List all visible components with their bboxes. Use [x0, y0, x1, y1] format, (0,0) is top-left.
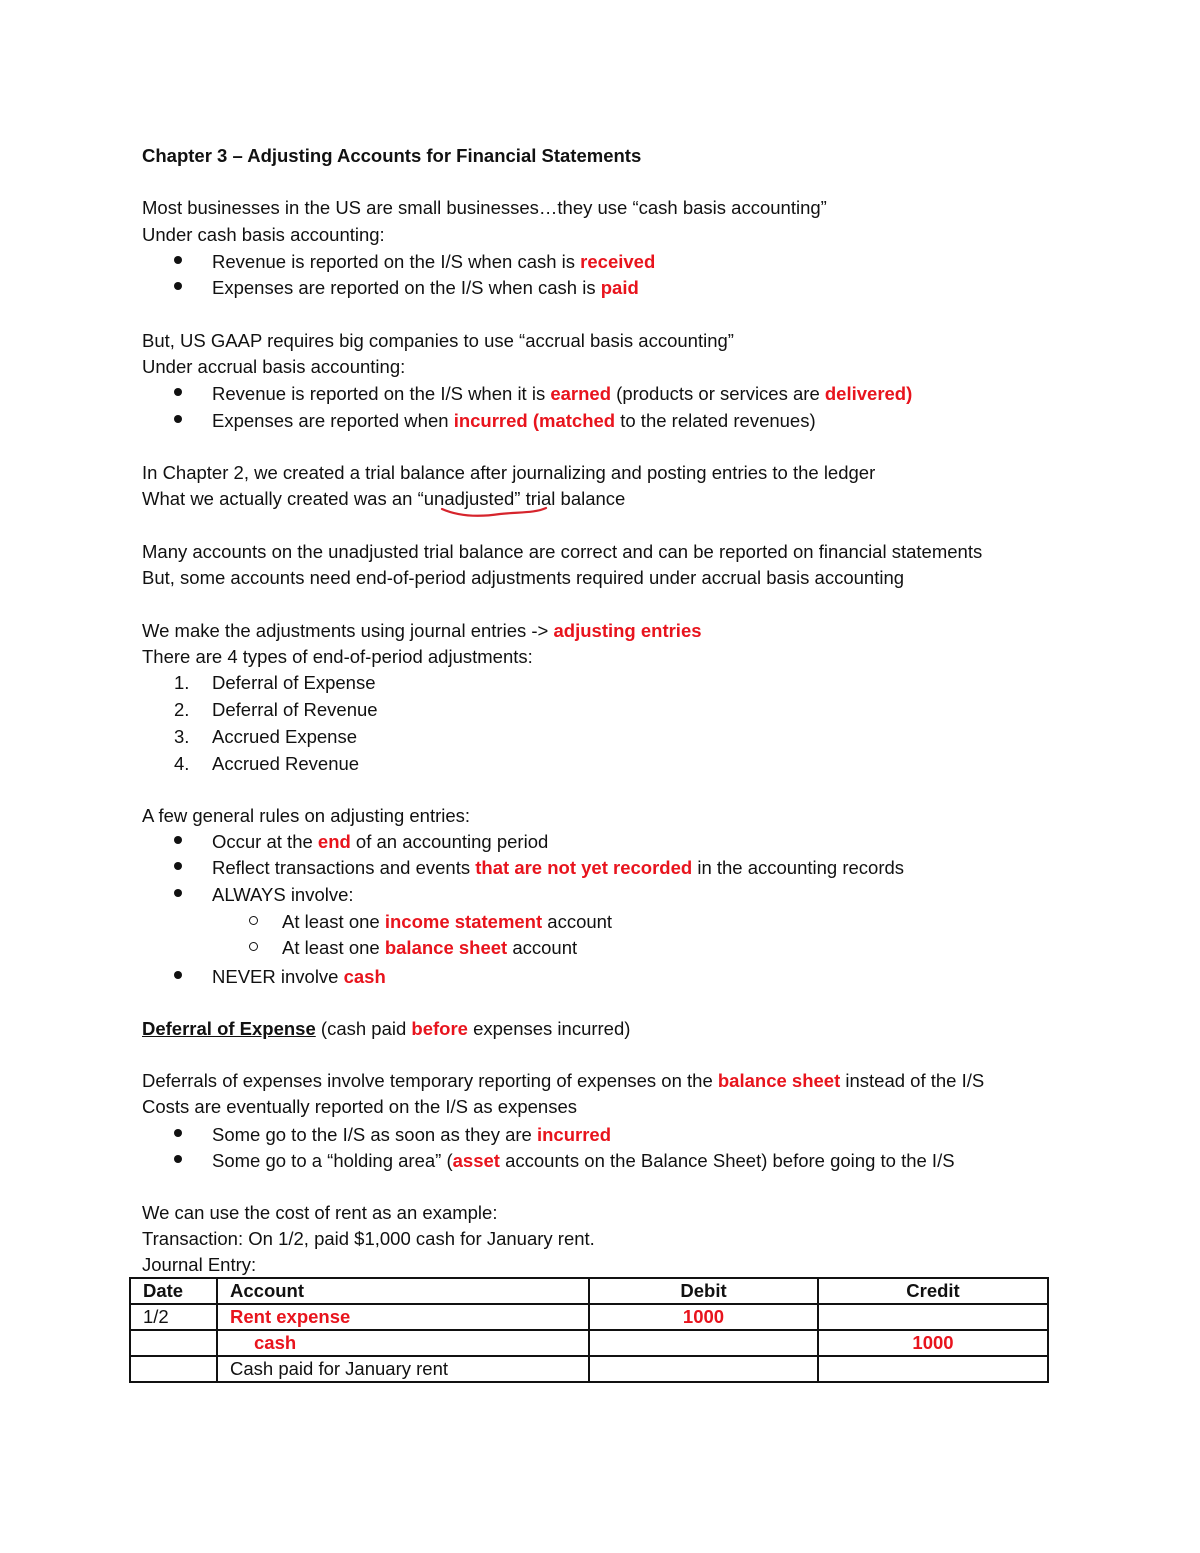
trial-line-2: What we actually created was an “unadjusted” trial balance	[142, 488, 626, 509]
cell-credit: 1000	[818, 1330, 1048, 1356]
rules-sub-bullet-1: At least one income statement account	[282, 911, 613, 932]
sub-bullet-icon	[249, 942, 258, 951]
accrual-bullet-1: Revenue is reported on the I/S when it is earned (products or services are delivered)	[212, 383, 913, 404]
table-row	[130, 1356, 1048, 1382]
header-debit: Debit	[589, 1278, 818, 1304]
cell-debit: 1000	[589, 1304, 818, 1330]
rules-bullet-4: NEVER involve cash	[212, 966, 386, 987]
bullet-icon	[174, 282, 182, 290]
handwritten-underline-mark	[440, 505, 550, 519]
example-line-3: Journal Entry:	[142, 1254, 257, 1275]
table-row	[130, 1330, 1048, 1356]
table-row	[130, 1304, 1048, 1330]
bullet-icon	[174, 971, 182, 979]
unadjusted-word: unadjusted	[423, 488, 515, 509]
cell-date: 1/2	[130, 1304, 217, 1330]
example-line-1: We can use the cost of rent as an example:	[142, 1202, 498, 1223]
rules-bullet-1: Occur at the end of an accounting period	[212, 831, 549, 852]
bullet-icon	[174, 1129, 182, 1137]
list-number: 2.	[174, 699, 190, 720]
deferral-bullet-1: Some go to the I/S as soon as they are incurred	[212, 1124, 612, 1145]
cell-debit	[589, 1330, 818, 1356]
header-credit: Credit	[818, 1278, 1048, 1304]
list-number: 3.	[174, 726, 190, 747]
header-date: Date	[130, 1278, 217, 1304]
cell-account: Cash paid for January rent	[217, 1356, 589, 1382]
cell-credit	[818, 1304, 1048, 1330]
rules-bullet-3: ALWAYS involve:	[212, 884, 354, 905]
accrual-line-2: Under accrual basis accounting:	[142, 356, 406, 377]
cell-account: cash	[217, 1330, 589, 1356]
cell-account: Rent expense	[217, 1304, 589, 1330]
list-item: Accrued Expense	[212, 726, 358, 747]
bullet-icon	[174, 256, 182, 264]
rules-sub-bullet-2: At least one balance sheet account	[282, 937, 578, 958]
intro-bullet-1: Revenue is reported on the I/S when cash is received	[212, 251, 656, 272]
list-item: Deferral of Expense	[212, 672, 376, 693]
bullet-icon	[174, 388, 182, 396]
intro-line-2: Under cash basis accounting:	[142, 224, 385, 245]
journal-entry-table	[129, 1277, 1049, 1383]
cell-date	[130, 1356, 217, 1382]
intro-bullet-2: Expenses are reported on the I/S when cash is paid	[212, 277, 639, 298]
bullet-icon	[174, 1155, 182, 1163]
rules-bullet-2: Reflect transactions and events that are not yet recorded in the accounting records	[212, 857, 905, 878]
accrual-bullet-2: Expenses are reported when incurred (matched to the related revenues)	[212, 410, 816, 431]
list-item: Accrued Revenue	[212, 753, 360, 774]
section-heading-deferral: Deferral of Expense (cash paid before expenses incurred)	[142, 1018, 631, 1039]
rules-heading: A few general rules on adjusting entries:	[142, 805, 471, 826]
deferral-bullet-2: Some go to a “holding area” (asset accounts on the Balance Sheet) before going to the I/S	[212, 1150, 955, 1171]
bullet-icon	[174, 862, 182, 870]
header-account: Account	[217, 1278, 589, 1304]
deferral-line-1: Deferrals of expenses involve temporary reporting of expenses on the balance sheet instead of the I/S	[142, 1070, 985, 1091]
sub-bullet-icon	[249, 916, 258, 925]
table-header-row	[130, 1278, 1048, 1304]
list-number: 4.	[174, 753, 190, 774]
trial-line-1: In Chapter 2, we created a trial balance after journalizing and posting entries to the ledger	[142, 462, 876, 483]
bullet-icon	[174, 415, 182, 423]
intro-line-1: Most businesses in the US are small businesses…they use “cash basis accounting”	[142, 197, 827, 218]
accounts-line-1: Many accounts on the unadjusted trial balance are correct and can be reported on financial statements	[142, 541, 983, 562]
list-item: Deferral of Revenue	[212, 699, 378, 720]
bullet-icon	[174, 889, 182, 897]
bullet-icon	[174, 836, 182, 844]
cell-date	[130, 1330, 217, 1356]
example-line-2: Transaction: On 1/2, paid $1,000 cash for January rent.	[142, 1228, 595, 1249]
deferral-line-2: Costs are eventually reported on the I/S as expenses	[142, 1096, 578, 1117]
adjust-line-1: We make the adjustments using journal entries -> adjusting entries	[142, 620, 702, 641]
accrual-line-1: But, US GAAP requires big companies to use “accrual basis accounting”	[142, 330, 734, 351]
adjust-line-2: There are 4 types of end-of-period adjustments:	[142, 646, 533, 667]
list-number: 1.	[174, 672, 190, 693]
accounts-line-2: But, some accounts need end-of-period adjustments required under accrual basis accounting	[142, 567, 905, 588]
cell-credit	[818, 1356, 1048, 1382]
cell-debit	[589, 1356, 818, 1382]
page-title: Chapter 3 – Adjusting Accounts for Financial Statements	[142, 145, 642, 166]
